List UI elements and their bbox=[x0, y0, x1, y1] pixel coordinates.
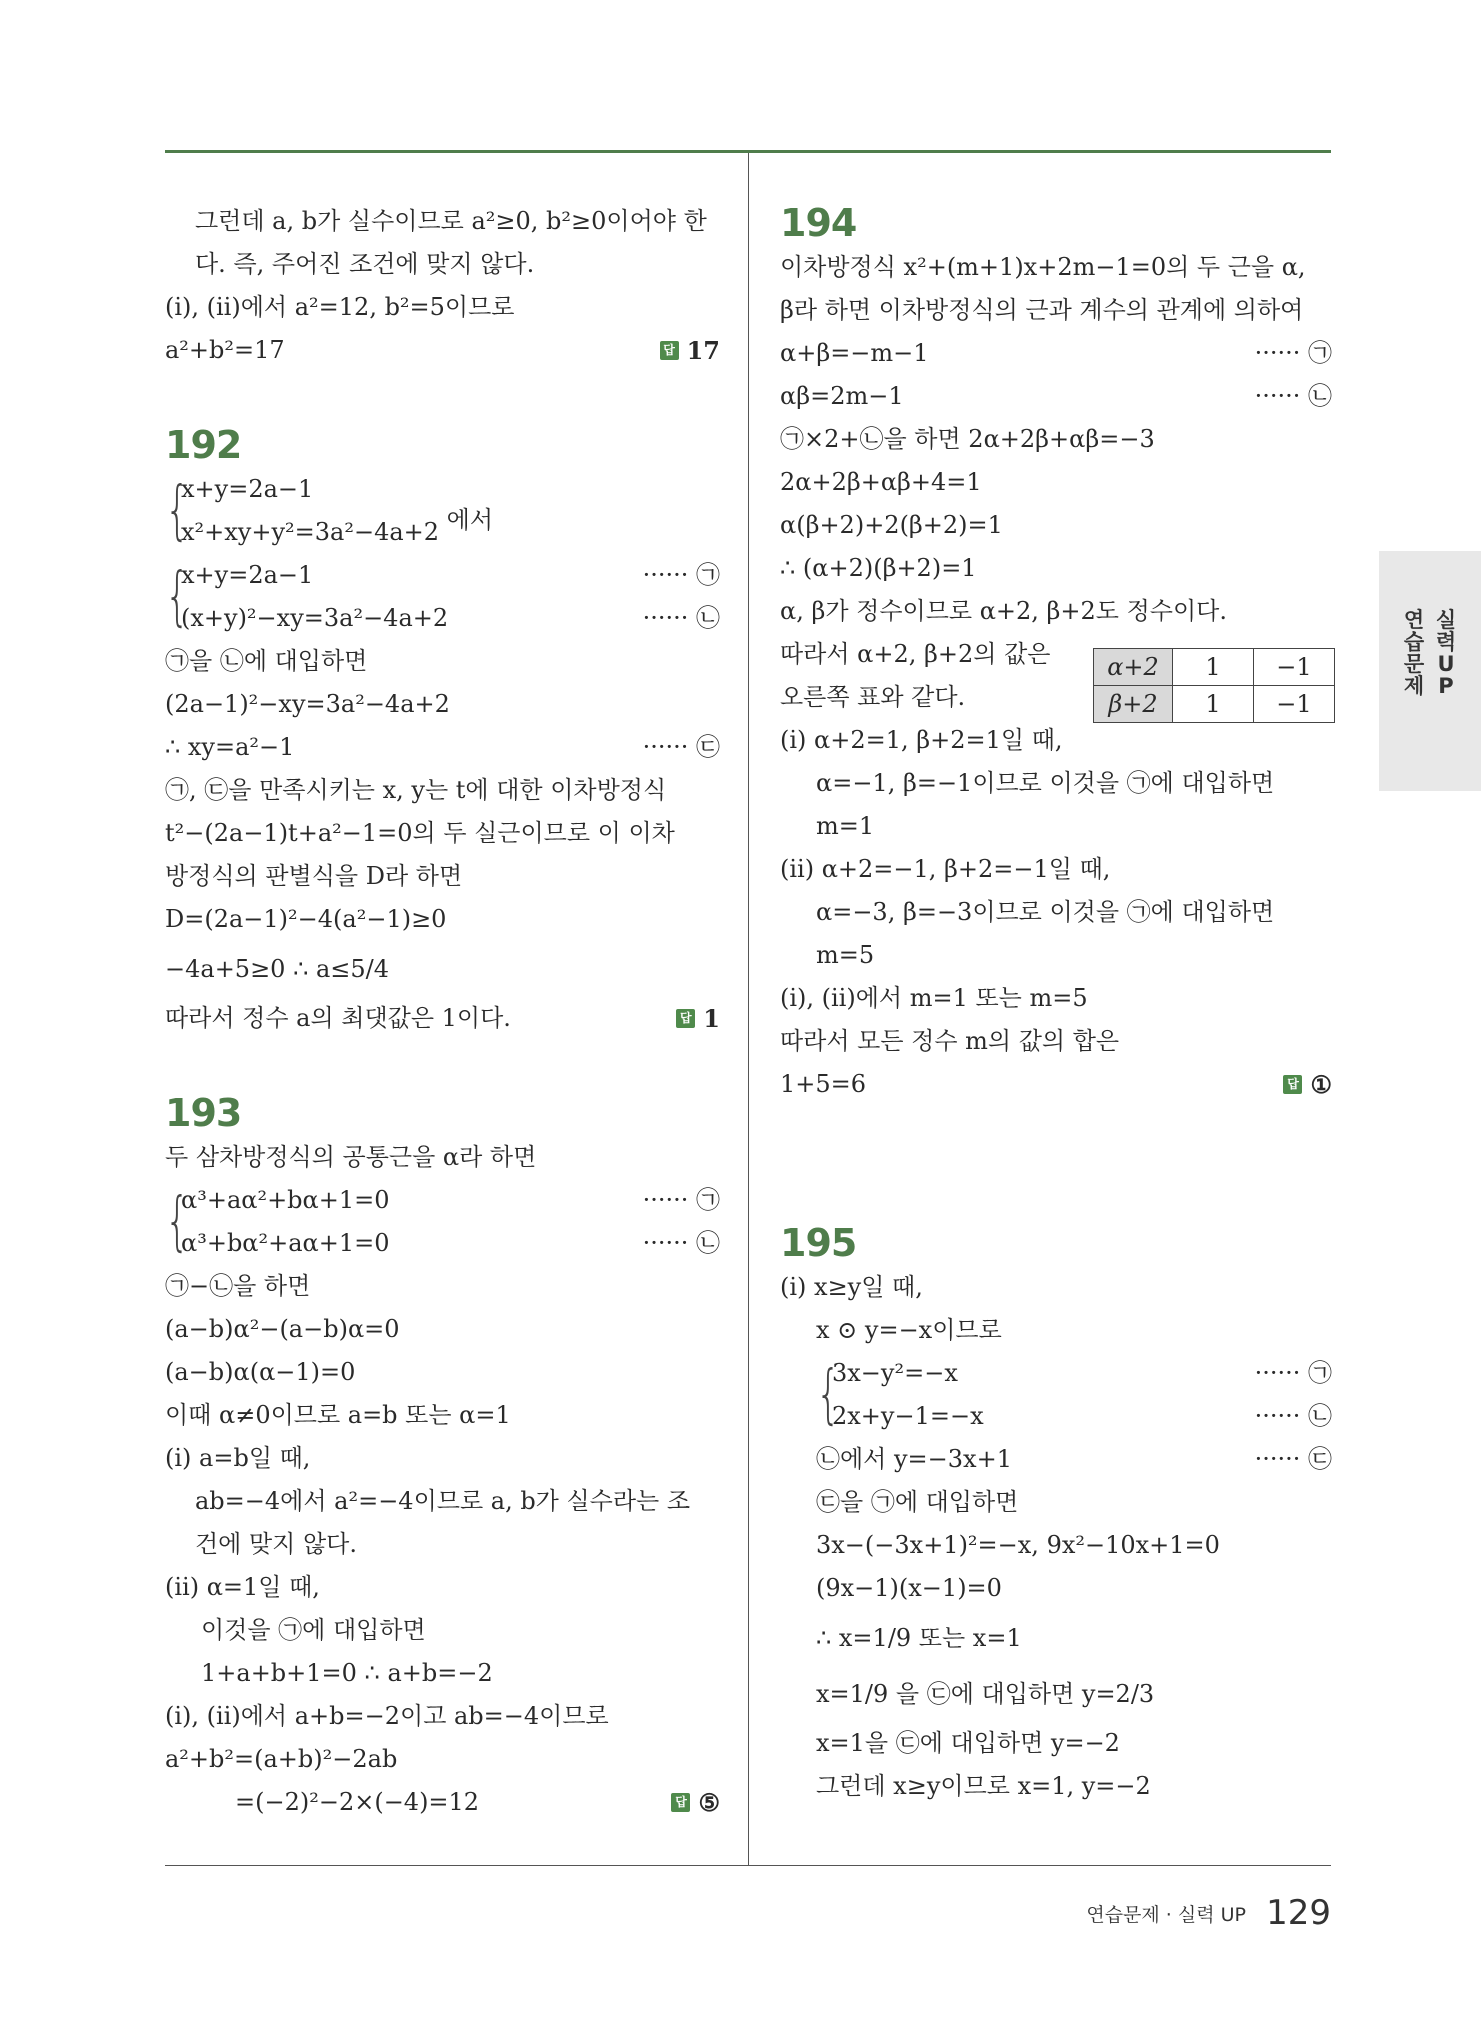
equation: =(−2)²−2×(−4)=12 답 ⑤ bbox=[165, 1781, 720, 1824]
text-line: 건에 맞지 않다. bbox=[195, 1530, 357, 1558]
text-line: α=−3, β=−3이므로 이것을 ㉠에 대입하면 bbox=[816, 898, 1275, 926]
equation: (a−b)α(α−1)=0 bbox=[165, 1358, 356, 1386]
equation: a²+b²=(a+b)²−2ab bbox=[165, 1745, 398, 1773]
equation: 3x−(−3x+1)²=−x, 9x²−10x+1=0 bbox=[816, 1531, 1220, 1559]
equation-system bbox=[780, 1352, 1332, 1438]
text-line: (ⅰ) α+2=1, β+2=1일 때, bbox=[780, 726, 1063, 754]
equation-system bbox=[165, 1179, 720, 1265]
table-cell: −1 bbox=[1254, 649, 1335, 686]
text-line: ㉠, ㉢을 만족시키는 x, y는 t에 대한 이차방정식 bbox=[165, 776, 667, 804]
answer-value: ① bbox=[1310, 1070, 1332, 1099]
equation: x+y=2a−1 ······ ㉠ bbox=[181, 554, 720, 597]
answer-mark: 답 bbox=[660, 341, 679, 360]
equation: x+y=2a−1 bbox=[181, 475, 314, 503]
column-divider bbox=[748, 153, 749, 1865]
equation-tag: ······ ㉡ bbox=[642, 604, 720, 632]
solution-191-continued bbox=[165, 200, 720, 372]
text-line: 이것을 ㉠에 대입하면 bbox=[201, 1616, 426, 1644]
text-line: (ⅱ) α+2=−1, β+2=−1일 때, bbox=[780, 855, 1111, 883]
equation: ∴ x=1/9 또는 x=1 bbox=[816, 1624, 1022, 1652]
text-line: ㉠을 ㉡에 대입하면 bbox=[165, 647, 368, 675]
text-line: 이차방정식 x²+(m+1)x+2m−1=0의 두 근을 α, bbox=[780, 253, 1306, 281]
page-number: 129 bbox=[1266, 1893, 1331, 1933]
equation-tag: ······ ㉡ bbox=[642, 1229, 720, 1257]
left-column bbox=[165, 200, 720, 1824]
brace: { bbox=[816, 1358, 841, 1432]
text-line: ㉢을 ㉠에 대입하면 bbox=[816, 1488, 1019, 1516]
problem-number: 192 bbox=[165, 423, 242, 467]
table-cell: −1 bbox=[1254, 686, 1335, 723]
equation-tag: ······ ㉠ bbox=[1254, 339, 1332, 367]
text-line: 그런데 a, b가 실수이므로 a²≥0, b²≥0이어야 한 bbox=[195, 207, 707, 235]
table-cell: 1 bbox=[1173, 686, 1254, 723]
table-header-cell: β+2 bbox=[1094, 686, 1173, 723]
text-line: 다. 즉, 주어진 조건에 맞지 않다. bbox=[195, 250, 535, 278]
table-header-cell: α+2 bbox=[1094, 649, 1173, 686]
text-line bbox=[165, 329, 720, 372]
text-line: 따라서 정수 a의 최댓값은 1이다. 답 1 bbox=[165, 997, 720, 1040]
equation-tag: ······ ㉡ bbox=[1254, 1402, 1332, 1430]
equation-tag: ······ ㉠ bbox=[642, 1186, 720, 1214]
equation-tag: ······ ㉢ bbox=[1254, 1445, 1332, 1473]
answer-mark: 답 bbox=[671, 1793, 690, 1812]
text-line: x ⊙ y=−x이므로 bbox=[816, 1316, 1002, 1344]
side-tab-line: 실력UP bbox=[1435, 608, 1457, 698]
solution-193 bbox=[165, 1090, 720, 1824]
text-line: 이때 α≠0이므로 a=b 또는 α=1 bbox=[165, 1401, 511, 1429]
table-row bbox=[1094, 686, 1335, 723]
equation: a²+b²=17 bbox=[165, 336, 285, 364]
text-line: ㉠−㉡을 하면 bbox=[165, 1272, 311, 1300]
brace: { bbox=[165, 560, 190, 634]
equation: 2x+y−1=−x ······ ㉡ bbox=[832, 1395, 1332, 1438]
text-line: 방정식의 판별식을 D라 하면 bbox=[165, 862, 463, 890]
bottom-rule bbox=[165, 1865, 1331, 1866]
equation-system bbox=[165, 554, 720, 640]
text-line: (ⅰ), (ⅱ)에서 a+b=−2이고 ab=−4이므로 bbox=[165, 1702, 609, 1730]
answer-value: 1 bbox=[703, 1004, 720, 1033]
text-line: 따라서 α+2, β+2의 값은 bbox=[780, 640, 1051, 668]
equation: α³+bα²+aα+1=0 ······ ㉡ bbox=[181, 1222, 720, 1265]
text-line: (ⅰ) a=b일 때, bbox=[165, 1444, 311, 1472]
value-table bbox=[1093, 648, 1335, 723]
equation: 1+a+b+1=0 ∴ a+b=−2 bbox=[201, 1659, 493, 1687]
equation: 2α+2β+αβ+4=1 bbox=[780, 468, 982, 496]
equation-tag: ······ ㉠ bbox=[642, 561, 720, 589]
text-line: (ⅰ), (ⅱ)에서 m=1 또는 m=5 bbox=[780, 984, 1088, 1012]
equation: (9x−1)(x−1)=0 bbox=[816, 1574, 1002, 1602]
equation: m=5 bbox=[816, 941, 875, 969]
equation: 3x−y²=−x ······ ㉠ bbox=[832, 1352, 1332, 1395]
answer-mark: 답 bbox=[676, 1009, 695, 1028]
equation: D=(2a−1)²−4(a²−1)≥0 bbox=[165, 905, 447, 933]
equation: α³+aα²+bα+1=0 ······ ㉠ bbox=[181, 1179, 720, 1222]
brace: { bbox=[165, 474, 190, 548]
problem-number: 195 bbox=[780, 1221, 857, 1265]
equation: x²+xy+y²=3a²−4a+2 에서 bbox=[181, 506, 494, 546]
text-line: 그런데 x≥y이므로 x=1, y=−2 bbox=[816, 1772, 1151, 1800]
equation: ㉡에서 y=−3x+1 ······ ㉢ bbox=[780, 1438, 1332, 1481]
text-line: t²−(2a−1)t+a²−1=0의 두 실근이므로 이 이차 bbox=[165, 819, 675, 847]
problem-number: 193 bbox=[165, 1091, 242, 1135]
problem-number: 194 bbox=[780, 201, 857, 245]
text-line: 따라서 모든 정수 m의 값의 합은 bbox=[780, 1027, 1120, 1055]
footer-section-label: 연습문제 · 실력 UP bbox=[1086, 1904, 1246, 1926]
text-line: 오른쪽 표와 같다. bbox=[780, 683, 966, 711]
text-line: 두 삼차방정식의 공통근을 α라 하면 bbox=[165, 1143, 537, 1171]
text-line: (ⅰ), (ⅱ)에서 a²=12, b²=5이므로 bbox=[165, 293, 515, 321]
text-line: ab=−4에서 a²=−4이므로 a, b가 실수라는 조 bbox=[195, 1487, 691, 1515]
text-line: β라 하면 이차방정식의 근과 계수의 관계에 의하여 bbox=[780, 296, 1304, 324]
solution-192 bbox=[165, 422, 720, 1040]
brace: { bbox=[165, 1185, 190, 1259]
equation-tag: ······ ㉠ bbox=[1254, 1359, 1332, 1387]
text-line: (ⅰ) x≥y일 때, bbox=[780, 1273, 923, 1301]
answer bbox=[1283, 1063, 1332, 1106]
answer bbox=[676, 997, 720, 1040]
equation: (x+y)²−xy=3a²−4a+2 ······ ㉡ bbox=[181, 597, 720, 640]
text-line: α, β가 정수이므로 α+2, β+2도 정수이다. bbox=[780, 597, 1227, 625]
equation-tag: ······ ㉢ bbox=[642, 733, 720, 761]
answer bbox=[671, 1781, 720, 1824]
equation: α(β+2)+2(β+2)=1 bbox=[780, 511, 1003, 539]
equation: m=1 bbox=[816, 812, 875, 840]
text-line: α=−1, β=−1이므로 이것을 ㉠에 대입하면 bbox=[816, 769, 1275, 797]
equation: −4a+5≥0 ∴ a≤5/4 bbox=[165, 955, 390, 983]
side-tab-line: 연습문제 bbox=[1403, 608, 1425, 698]
equation-tag: ······ ㉡ bbox=[1254, 382, 1332, 410]
equation: ∴ xy=a²−1 ······ ㉢ bbox=[165, 726, 720, 769]
equation: (a−b)α²−(a−b)α=0 bbox=[165, 1315, 400, 1343]
equation: ∴ (α+2)(β+2)=1 bbox=[780, 554, 977, 582]
answer-mark: 답 bbox=[1283, 1075, 1302, 1094]
answer bbox=[660, 329, 720, 372]
answer-value: ⑤ bbox=[698, 1788, 720, 1817]
equation: x=1/9 을 ㉢에 대입하면 y=2/3 bbox=[816, 1680, 1155, 1708]
equation: (2a−1)²−xy=3a²−4a+2 bbox=[165, 690, 450, 718]
text-line: (ⅱ) α=1일 때, bbox=[165, 1573, 320, 1601]
equation: αβ=2m−1 ······ ㉡ bbox=[780, 375, 1332, 418]
section-side-tab bbox=[1379, 551, 1481, 791]
equation-system bbox=[165, 468, 720, 554]
table-cell: 1 bbox=[1173, 649, 1254, 686]
answer-value: 17 bbox=[686, 336, 720, 365]
solution-195 bbox=[780, 1220, 1332, 1808]
table-row bbox=[1094, 649, 1335, 686]
equation: 1+5=6 답 ① bbox=[780, 1063, 1332, 1106]
equation: x=1을 ㉢에 대입하면 y=−2 bbox=[816, 1729, 1120, 1757]
equation: ㉠×2+㉡을 하면 2α+2β+αβ=−3 bbox=[780, 425, 1155, 453]
right-column bbox=[780, 200, 1332, 1808]
equation: α+β=−m−1 ······ ㉠ bbox=[780, 332, 1332, 375]
